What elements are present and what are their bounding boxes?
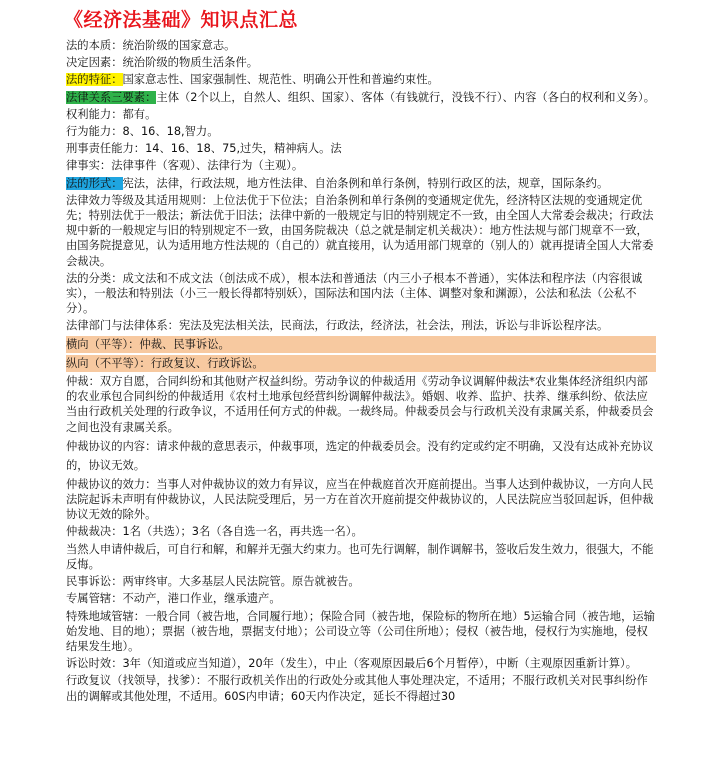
paragraph-arbitration-agreement-content: 仲裁协议的内容：请求仲裁的意思表示，仲裁事项，选定的仲裁委员会。没有约定或约定不明确，又没有达成补充协议的，协议无效。 <box>66 439 654 472</box>
legal-relation-text: 主体（2个以上，自然人、组织、国家）、客体（有钱就行，没钱不行）、内容（各白的权利和义务）。 <box>156 90 655 104</box>
paragraph-arbitration-agreement-effect: 仲裁协议的效力：当事人对仲裁协议的效力有异议，应当在仲裁庭首次开庭前提出。当事人达到仲裁协议，一方向人民法院起诉未声明有仲裁协议，人民法院受理后，另一方在首次开庭前提交仲裁协议的，人民法院应当驳回起诉，但仲裁协议无效的除外。 <box>66 477 654 522</box>
paragraph-law-forms <box>66 176 656 191</box>
paragraph-exclusive-jurisdiction: 专属管辖：不动产，港口作业，继承遗产。 <box>66 592 281 606</box>
document-title: 《经济法基础》知识点汇总 <box>64 9 299 31</box>
paragraph-criminal-capacity: 刑事责任能力：14、16、18、75,过失，精神病人。法 <box>66 142 342 156</box>
highlight-horizontal: 横向（平等）：仲裁、民事诉讼。 <box>66 336 656 353</box>
highlight-legal-relation-label: 法律关系三要素： <box>66 90 157 104</box>
paragraph-determining-factor: 决定因素：统治阶级的物质生活条件。 <box>66 56 259 70</box>
highlight-law-features-label: 法的特征： <box>66 73 123 87</box>
highlight-law-forms-label: 法的形式： <box>66 176 123 190</box>
paragraph-limitation-period: 诉讼时效：3年（知道或应当知道），20年（发生），中止（客观原因最后6个月暂停），中断（主观原因重新计算）。 <box>66 657 637 671</box>
paragraph-civil-litigation: 民事诉讼：两审终审。大多基层人民法院管。原告就被告。 <box>66 575 360 589</box>
paragraph-legal-effect-hierarchy: 法律效力等级及其适用规则：上位法优于下位法；自治条例和单行条例的变通规定优先，经济特区法规的变通规定优先；特别法优于一般法；新法优于旧法；法律中新的一般规定与旧的特别规定不一致，由全国人大常委会裁决；行政法规中新的一般规定与旧的特别规定不一致，由国务院裁决（总之就是制定机关裁决）：地方性法规与部门规章不一致，由国务院提意见，认为适用地方性法规的（自己的）就直接用，认为适用部门规章的（别人的）就再提请全国人大常委会裁决。 <box>66 193 654 268</box>
paragraph-rights-capacity: 权利能力：都有。 <box>66 107 157 121</box>
paragraph-legal-relation-elements <box>66 90 656 105</box>
paragraph-settlement-mediation: 当然人申请仲裁后，可自行和解，和解并无强大约束力。也可先行调解，制作调解书，签收后发生效力，很强大，不能反悔。 <box>66 542 654 571</box>
paragraph-legal-departments: 法律部门与法律体系：宪法及宪法相关法，民商法，行政法，经济法，社会法，刑法，诉讼与非诉讼程序法。 <box>66 319 609 333</box>
paragraph-legal-facts: 律事实：法律事件（客观）、法律行为（主观）。 <box>66 159 304 173</box>
paragraph-law-features <box>66 72 656 87</box>
law-features-text: 国家意志性、国家强制性、规范性、明确公开性和普遍约束性。 <box>122 73 439 87</box>
law-forms-text: 宪法，法律，行政法规，地方性法律、自治条例和单行条例，特别行政区的法，规章，国际条约。 <box>122 176 609 190</box>
highlight-vertical: 纵向（不平等）：行政复议、行政诉讼。 <box>66 355 656 372</box>
paragraph-arbitral-award: 仲裁裁决：1名（共选）；3名（各自选一名，再共选一名）。 <box>66 525 363 539</box>
paragraph-special-jurisdiction: 特殊地域管辖：一般合同（被告地，合同履行地）；保险合同（被告地，保险标的物所在地）5运输合同（被告地，运输始发地、目的地）；票据（被告地，票据支付地）；公司设立等（公司住所地）；侵权（被告地，侵权行为实施地，侵权结果发生地）。 <box>66 609 655 653</box>
paragraph-arbitration: 仲裁：双方自愿，合同纠纷和其他财产权益纠纷。劳动争议的仲裁适用《劳动争议调解仲裁法*农业集体经济组织内部的农业承包合同纠纷的仲裁适用《农村土地承包经营纠纷调解仲裁法》。婚姻、收养、监护、扶养、继承纠纷、依法应当由行政机关处理的行政争议，不适用任何方式的仲裁。一裁终局。仲裁委员会与行政机关没有隶属关系，仲裁委员会之间也没有隶属关系。 <box>66 375 654 434</box>
paragraph-act-capacity: 行为能力：8、16、18,智力。 <box>66 125 219 139</box>
paragraph-administrative-review: 行政复议（找领导，找爹）：不服行政机关作出的行政处分或其他人事处理决定，不适用；不服行政机关对民事纠纷作出的调解或其他处理，不适用。60S内申请；60天内作决定，延长不得超过30 <box>66 674 648 703</box>
paragraph-law-essence: 法的本质：统治阶级的国家意志。 <box>66 39 236 52</box>
paragraph-law-classification: 法的分类：成文法和不成文法（创法成不成），根本法和普通法（内三小子根本不普通），实体法和程序法（内容很诚实），一般法和特别法（小三一般长得都特别妖），国际法和国内法（主体、调整对象和渊源），公法和私法（公私不分）。 <box>66 271 643 316</box>
